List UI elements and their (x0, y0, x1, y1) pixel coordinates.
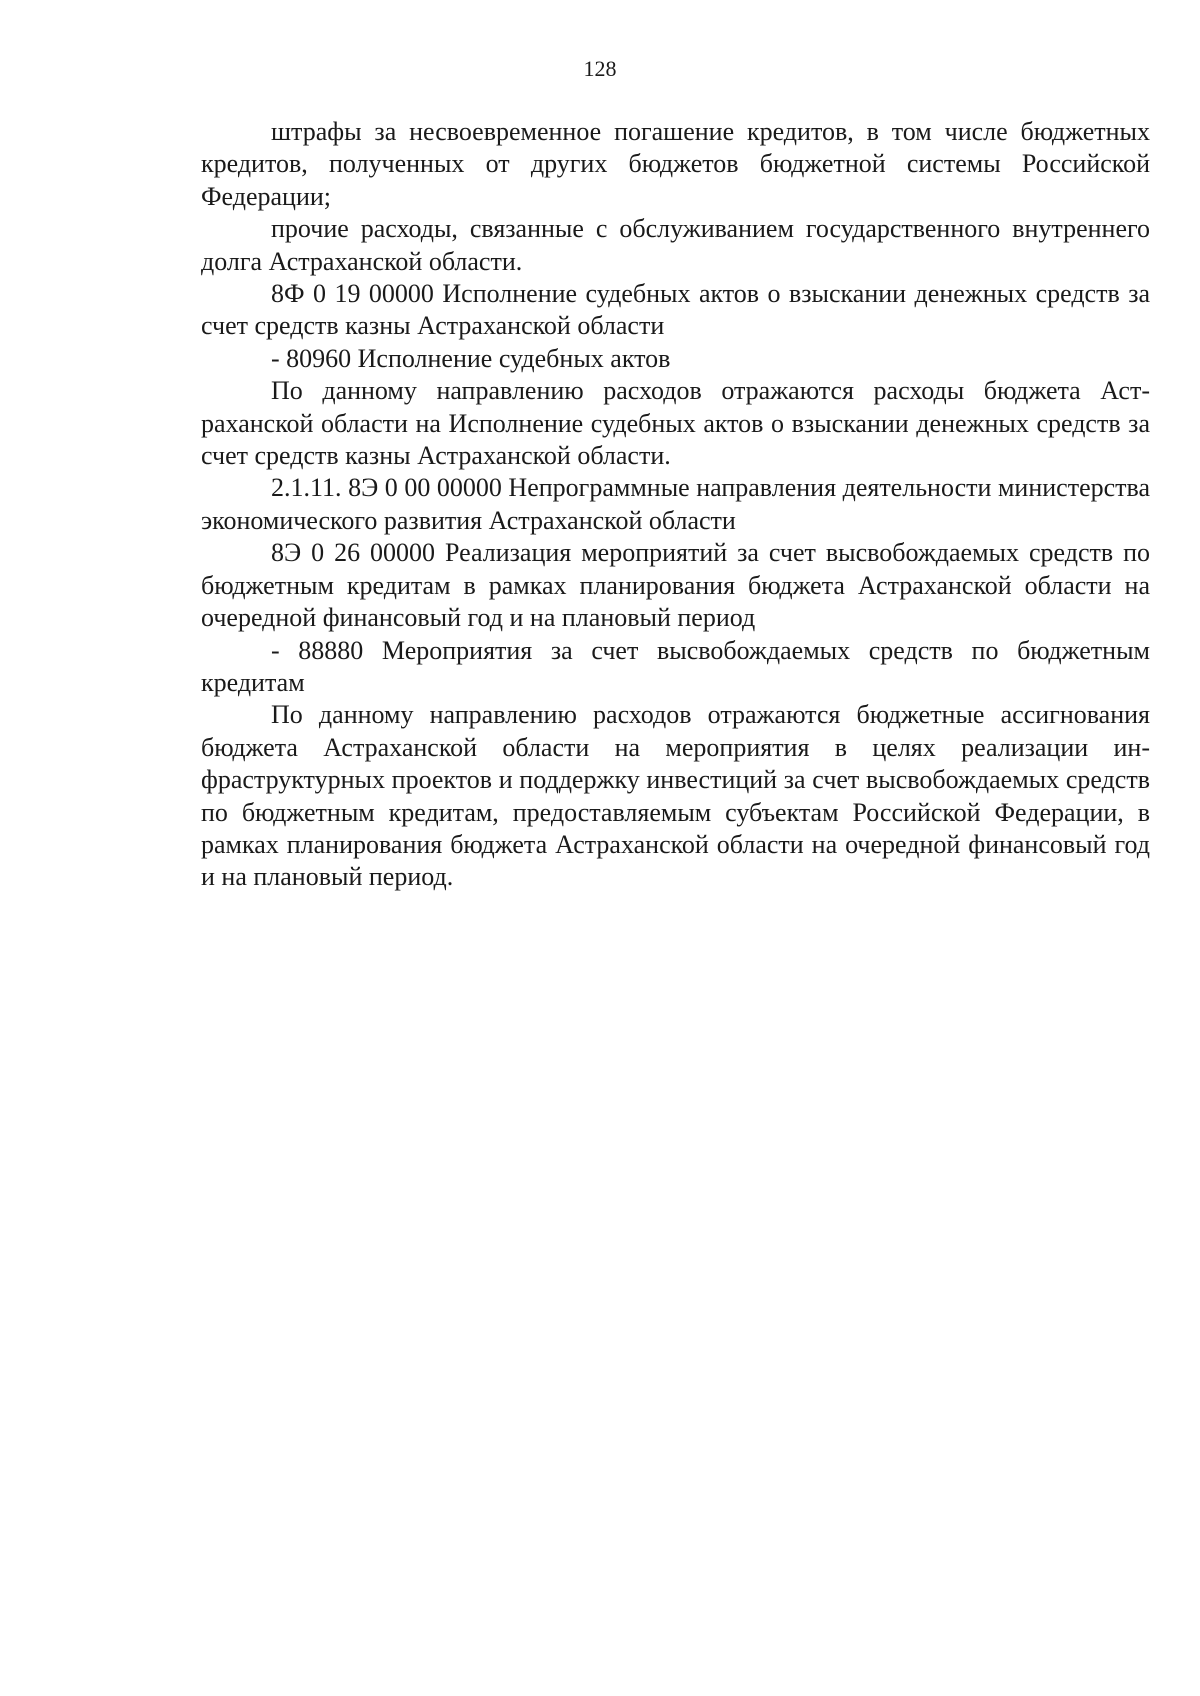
paragraph-court-acts-description: По данному направлению расходов отражаются расходы бюджета Астраханской области на Исполнение судебных актов о взыскании денежных средств за счет средств казны Астраханской области. (201, 376, 1150, 471)
document-body (201, 116, 1150, 894)
paragraph-budget-allocations: По данному направлению расходов отражаются бюджетные ассигнования бюджета Астраханской области на мероприятия в целях реализации инфраструктурных проектов и поддержку инвестиций за счет высвобождаемых средств по бюджетным кредитам, предоставляемым субъектам Российской Федерации, в рамках планирования бюджета Астраханской области на очередной финансовый год и на плановый период. (201, 700, 1150, 892)
paragraph-8f-court-acts: 8Ф 0 19 00000 Исполнение судебных актов о взыскании денежных средств за счет средств казны Астраханской области (201, 279, 1150, 341)
paragraph-other-expenses: прочие расходы, связанные с обслуживанием государственного внутреннего долга Астраханской области. (201, 214, 1150, 276)
page-number: 128 (583, 56, 617, 81)
paragraph-80960: - 80960 Исполнение судебных актов (271, 343, 671, 373)
paragraph-fines: штрафы за несвоевременное погашение кредитов, в том числе бюджетных кредитов, полученных от других бюджетов бюджетной системы Российской Федерации; (201, 117, 1150, 211)
paragraph-88880: - 88880 Мероприятия за счет высвобождаемых средств по бюджетным кредитам (201, 635, 1150, 697)
paragraph-8e-0-26: 8Э 0 26 00000 Реализация мероприятий за счет высвобождаемых средств по бюджетным кредитам в рамках планирования бюджета Астраханской области на очередной финансовый год и на плановый период (201, 538, 1150, 633)
paragraph-section-2-1-11: 2.1.11. 8Э 0 00 00000 Непрограммные направления деятельности министерства экономического развития Астраханской области (201, 473, 1150, 535)
